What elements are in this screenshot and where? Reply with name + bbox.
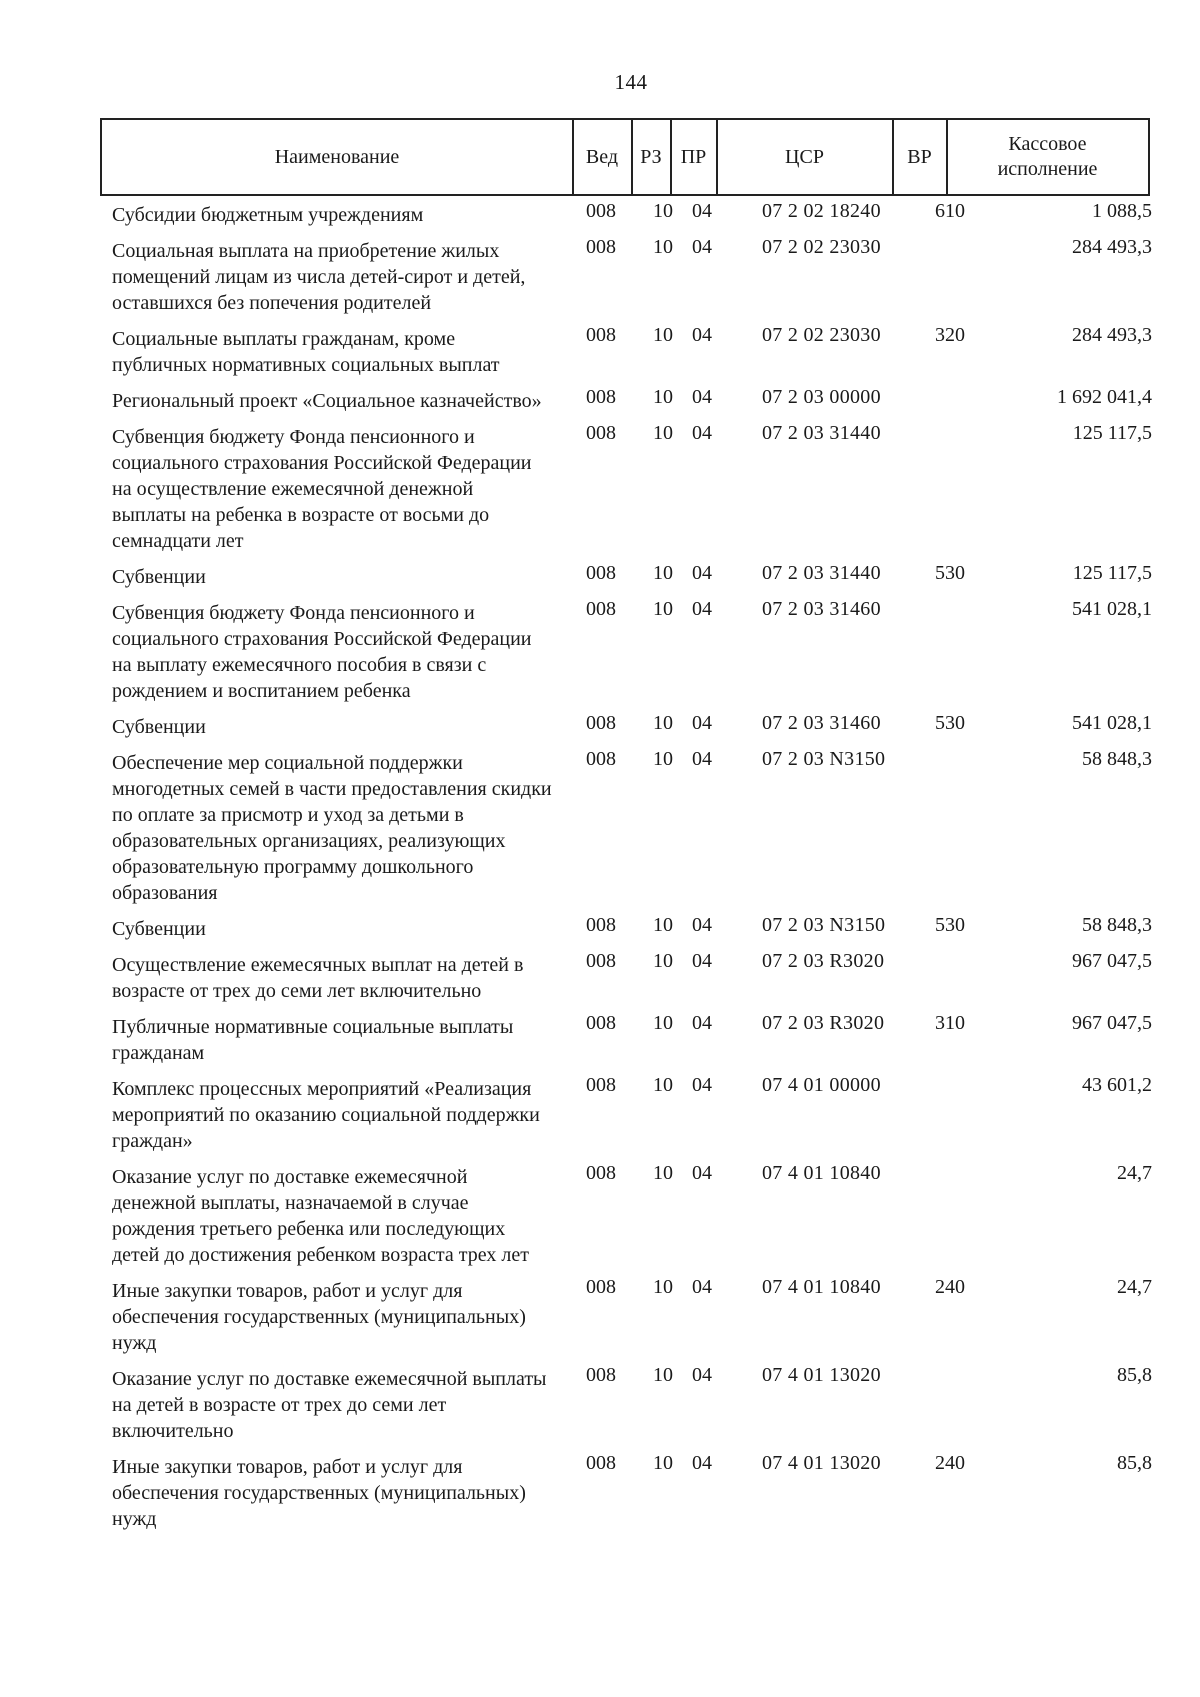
pr-cell: 04 — [692, 1452, 712, 1474]
ved-cell: 008 — [586, 598, 616, 620]
csr-cell: 07 2 03 R3020 — [762, 1012, 885, 1034]
vr-cell: 240 — [935, 1452, 965, 1474]
row-name: Региональный проект «Социальное казначейство» — [112, 390, 542, 412]
csr-cell: 07 4 01 10840 — [762, 1162, 881, 1184]
table-row — [0, 710, 1200, 740]
sum-cell: 1 088,5 — [1092, 200, 1152, 222]
sum-cell: 967 047,5 — [1072, 1012, 1152, 1034]
csr-cell: 07 2 03 31460 — [762, 598, 881, 620]
sum-cell: 125 117,5 — [1072, 422, 1152, 444]
sum-cell: 85,8 — [1117, 1364, 1152, 1386]
table-row — [0, 948, 1200, 1004]
sum-cell: 85,8 — [1117, 1452, 1152, 1474]
vr-cell: 610 — [935, 200, 965, 222]
row-name: Комплекс процессных мероприятий «Реализация мероприятий по оказанию социальной поддержки граждан» — [112, 1078, 540, 1152]
rz-cell: 10 — [653, 1012, 673, 1034]
csr-cell: 07 2 02 18240 — [762, 200, 881, 222]
vr-cell: 530 — [935, 712, 965, 734]
table-row — [0, 1160, 1200, 1268]
row-name: Социальные выплаты гражданам, кроме публичных нормативных социальных выплат — [112, 328, 500, 376]
header-name: Наименование — [274, 145, 400, 168]
row-name: Субвенции — [112, 918, 206, 940]
row-name: Осуществление ежемесячных выплат на детей в возрасте от трех до семи лет включительно — [112, 954, 524, 1002]
pr-cell: 04 — [692, 562, 712, 584]
ved-cell: 008 — [586, 1364, 616, 1386]
sum-cell: 43 601,2 — [1082, 1074, 1152, 1096]
csr-cell: 07 4 01 13020 — [762, 1452, 881, 1474]
sum-cell: 284 493,3 — [1072, 324, 1152, 346]
pr-cell: 04 — [692, 422, 712, 444]
table-row — [0, 1072, 1200, 1154]
rz-cell: 10 — [653, 1364, 673, 1386]
row-name: Субвенция бюджету Фонда пенсионного и социального страхования Российской Федерации на осуществление ежемесячной денежной выплаты на ребенка в возрасте от восьми до семнадцати лет — [112, 426, 532, 552]
header-rz: РЗ — [640, 145, 662, 168]
header-pr: ПР — [680, 145, 707, 168]
csr-cell: 07 2 03 N3150 — [762, 748, 886, 770]
row-name: Обеспечение мер социальной поддержки многодетных семей в части предоставления скидки по оплате за присмотр и уход за детьми в образовательных организациях, реализующих образовательную программу дошкольного образования — [112, 752, 552, 904]
csr-cell: 07 4 01 00000 — [762, 1074, 881, 1096]
ved-cell: 008 — [586, 1162, 616, 1184]
table-header — [100, 118, 1150, 196]
pr-cell: 04 — [692, 1074, 712, 1096]
pr-cell: 04 — [692, 712, 712, 734]
rz-cell: 10 — [653, 236, 673, 258]
sum-cell: 967 047,5 — [1072, 950, 1152, 972]
sum-cell: 284 493,3 — [1072, 236, 1152, 258]
pr-cell: 04 — [692, 236, 712, 258]
table-row — [0, 1450, 1200, 1532]
rz-cell: 10 — [653, 1276, 673, 1298]
header-ved: Вед — [585, 145, 619, 168]
header-csr: ЦСР — [785, 145, 824, 168]
table-row — [0, 420, 1200, 554]
row-name: Субвенции — [112, 716, 206, 738]
rz-cell: 10 — [653, 200, 673, 222]
table-row — [0, 384, 1200, 414]
sum-cell: 58 848,3 — [1082, 748, 1152, 770]
rz-cell: 10 — [653, 712, 673, 734]
csr-cell: 07 2 03 N3150 — [762, 914, 886, 936]
rz-cell: 10 — [653, 422, 673, 444]
csr-cell: 07 2 03 R3020 — [762, 950, 885, 972]
pr-cell: 04 — [692, 386, 712, 408]
csr-cell: 07 4 01 13020 — [762, 1364, 881, 1386]
rz-cell: 10 — [653, 1074, 673, 1096]
rz-cell: 10 — [653, 748, 673, 770]
table-row — [0, 912, 1200, 942]
table-row — [0, 1010, 1200, 1066]
vr-cell: 530 — [935, 914, 965, 936]
sum-cell: 125 117,5 — [1072, 562, 1152, 584]
csr-cell: 07 2 03 31440 — [762, 562, 881, 584]
table-row — [0, 560, 1200, 590]
vr-cell: 240 — [935, 1276, 965, 1298]
csr-cell: 07 4 01 10840 — [762, 1276, 881, 1298]
ved-cell: 008 — [586, 422, 616, 444]
ved-cell: 008 — [586, 748, 616, 770]
pr-cell: 04 — [692, 1364, 712, 1386]
ved-cell: 008 — [586, 1012, 616, 1034]
ved-cell: 008 — [586, 1452, 616, 1474]
sum-cell: 24,7 — [1117, 1276, 1152, 1298]
rz-cell: 10 — [653, 562, 673, 584]
table-row — [0, 1274, 1200, 1356]
pr-cell: 04 — [692, 914, 712, 936]
page-number: 144 — [614, 70, 648, 94]
rz-cell: 10 — [653, 1452, 673, 1474]
pr-cell: 04 — [692, 200, 712, 222]
rz-cell: 10 — [653, 386, 673, 408]
ved-cell: 008 — [586, 386, 616, 408]
pr-cell: 04 — [692, 1012, 712, 1034]
pr-cell: 04 — [692, 1276, 712, 1298]
table-row — [0, 746, 1200, 906]
row-name: Субвенция бюджету Фонда пенсионного и социального страхования Российской Федерации на выплату ежемесячного пособия в связи с рождением и воспитанием ребенка — [112, 602, 532, 702]
rz-cell: 10 — [653, 598, 673, 620]
csr-cell: 07 2 02 23030 — [762, 324, 881, 346]
csr-cell: 07 2 03 31440 — [762, 422, 881, 444]
sum-cell: 541 028,1 — [1072, 712, 1152, 734]
sum-cell: 541 028,1 — [1072, 598, 1152, 620]
sum-cell: 1 692 041,4 — [1057, 386, 1152, 408]
vr-cell: 320 — [935, 324, 965, 346]
row-name: Иные закупки товаров, работ и услуг для обеспечения государственных (муниципальных) нужд — [112, 1456, 526, 1530]
table-row — [0, 234, 1200, 316]
csr-cell: 07 2 02 23030 — [762, 236, 881, 258]
ved-cell: 008 — [586, 324, 616, 346]
vr-cell: 310 — [935, 1012, 965, 1034]
ved-cell: 008 — [586, 712, 616, 734]
ved-cell: 008 — [586, 236, 616, 258]
ved-cell: 008 — [586, 914, 616, 936]
rz-cell: 10 — [653, 914, 673, 936]
sum-cell: 24,7 — [1117, 1162, 1152, 1184]
table-row — [0, 596, 1200, 704]
header-sum: Кассовое исполнение — [997, 133, 1098, 180]
row-name: Оказание услуг по доставке ежемесячной денежной выплаты, назначаемой в случае рождения третьего ребенка или последующих детей до достижения ребенком возраста трех лет — [112, 1166, 529, 1266]
ved-cell: 008 — [586, 950, 616, 972]
table-body — [0, 198, 1200, 1538]
ved-cell: 008 — [586, 1074, 616, 1096]
table-row — [0, 198, 1200, 228]
ved-cell: 008 — [586, 200, 616, 222]
pr-cell: 04 — [692, 598, 712, 620]
rz-cell: 10 — [653, 950, 673, 972]
table-row — [0, 1362, 1200, 1444]
row-name: Субвенции — [112, 566, 206, 588]
row-name: Иные закупки товаров, работ и услуг для обеспечения государственных (муниципальных) нужд — [112, 1280, 526, 1354]
csr-cell: 07 2 03 31460 — [762, 712, 881, 734]
pr-cell: 04 — [692, 950, 712, 972]
pr-cell: 04 — [692, 748, 712, 770]
pr-cell: 04 — [692, 324, 712, 346]
row-name: Оказание услуг по доставке ежемесячной выплаты на детей в возрасте от трех до семи лет включительно — [112, 1368, 547, 1442]
pr-cell: 04 — [692, 1162, 712, 1184]
row-name: Субсидии бюджетным учреждениям — [112, 204, 424, 226]
row-name: Публичные нормативные социальные выплаты гражданам — [112, 1016, 514, 1064]
row-name: Социальная выплата на приобретение жилых помещений лицам из числа детей-сирот и детей, оставшихся без попечения родителей — [112, 240, 526, 314]
csr-cell: 07 2 03 00000 — [762, 386, 881, 408]
vr-cell: 530 — [935, 562, 965, 584]
rz-cell: 10 — [653, 1162, 673, 1184]
ved-cell: 008 — [586, 562, 616, 584]
header-vr: ВР — [907, 145, 932, 168]
ved-cell: 008 — [586, 1276, 616, 1298]
table-row — [0, 322, 1200, 378]
rz-cell: 10 — [653, 324, 673, 346]
sum-cell: 58 848,3 — [1082, 914, 1152, 936]
